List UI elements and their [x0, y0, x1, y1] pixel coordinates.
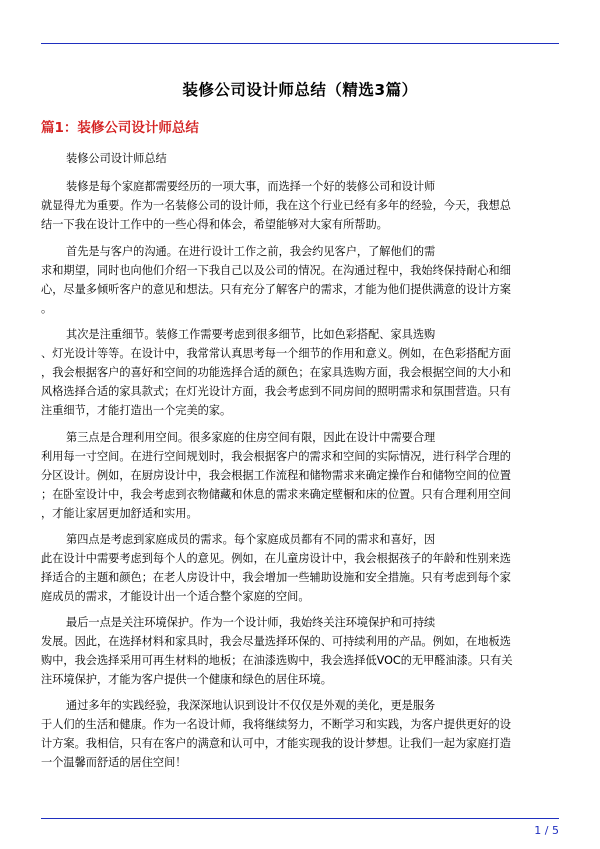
article-subtitle: 装修公司设计师总结 — [66, 152, 167, 165]
paragraph-line: 发展。因此，在选择材料和家具时，我会尽量选择环保的、可持续利用的产品。例如，在地板选 — [41, 635, 511, 648]
paragraph-line: 心，尽量多倾听客户的意见和想法。只有充分了解客户的需求，才能为他们提供满意的设计方案 — [41, 283, 511, 296]
paragraph-line: ；在卧室设计中，我会考虑到衣物储藏和休息的需求来确定壁橱和床的位置。只有合理利用空间 — [41, 488, 511, 501]
paragraph-1 — [41, 177, 559, 234]
paragraph-line: 其次是注重细节。装修工作需要考虑到很多细节，比如色彩搭配、家具选购 — [66, 328, 436, 341]
paragraph-3 — [41, 325, 559, 420]
paragraph-6 — [41, 613, 559, 689]
paragraph-line: ，才能让家居更加舒适和实用。 — [41, 507, 198, 520]
paragraph-7 — [41, 696, 559, 772]
paragraph-line: 择适合的主题和颜色；在老人房设计中，我会增加一些辅助设施和安全措施。只有考虑到每个家 — [41, 571, 511, 584]
paragraph-line: 第三点是合理利用空间。很多家庭的住房空间有限，因此在设计中需要合理 — [66, 431, 436, 444]
paragraph-line: 最后一点是关注环境保护。作为一个设计师，我始终关注环境保护和可持续 — [66, 616, 436, 629]
paragraph-line: 利用每一寸空间。在进行空间规划时，我会根据客户的需求和空间的实际情况，进行科学合理的 — [41, 450, 511, 463]
paragraph-2 — [41, 242, 559, 318]
paragraph-line: 就显得尤为重要。作为一名装修公司的设计师，我在这个行业已经有多年的经验，今天，我想总 — [41, 199, 511, 212]
paragraph-line: 通过多年的实践经验，我深深地认识到设计不仅仅是外观的美化，更是服务 — [66, 699, 436, 712]
paragraph-line: 。 — [41, 302, 53, 315]
bottom-rule — [41, 818, 559, 819]
paragraph-line: 、灯光设计等等。在设计中，我常常认真思考每一个细节的作用和意义。例如，在色彩搭配方面 — [41, 347, 511, 360]
paragraph-line: ，我会根据客户的喜好和空间的功能选择合适的颜色；在家具选购方面，我会根据空间的大小和 — [41, 366, 511, 379]
paragraph-line: 注重细节，才能打造出一个完美的家。 — [41, 404, 232, 417]
paragraph-line: 首先是与客户的沟通。在进行设计工作之前，我会约见客户，了解他们的需 — [66, 245, 436, 258]
top-rule — [41, 43, 559, 44]
page-number: 1 / 5 — [534, 824, 559, 837]
paragraph-line: 于人们的生活和健康。作为一名设计师，我将继续努力，不断学习和实践，为客户提供更好的设 — [41, 718, 511, 731]
paragraph-line: 此在设计中需要考虑到每个人的意见。例如，在儿童房设计中，我会根据孩子的年龄和性别来选 — [41, 552, 511, 565]
paragraph-line: 一个温馨而舒适的居住空间！ — [41, 756, 187, 769]
paragraph-line: 购中，我会选择采用可再生材料的地板；在油漆选购中，我会选择低VOC的无甲醛油漆。只有关 — [41, 654, 513, 667]
paragraph-line: 风格选择合适的家具款式；在灯光设计方面，我会考虑到不同房间的照明需求和氛围营造。只有 — [41, 385, 511, 398]
paragraph-4 — [41, 428, 559, 523]
document-title: 装修公司设计师总结（精选3篇） — [182, 81, 418, 99]
paragraph-line: 第四点是考虑到家庭成员的需求。每个家庭成员都有不同的需求和喜好，因 — [66, 533, 436, 546]
paragraph-line: 注环境保护，才能为客户提供一个健康和绿色的居住环境。 — [41, 673, 332, 686]
paragraph-5 — [41, 530, 559, 606]
section-heading: 篇1：装修公司设计师总结 — [41, 120, 199, 136]
paragraph-line: 装修是每个家庭都需要经历的一项大事，而选择一个好的装修公司和设计师 — [66, 180, 436, 193]
paragraph-line: 结一下我在设计工作中的一些心得和体会，希望能够对大家有所帮助。 — [41, 218, 388, 231]
paragraph-line: 庭成员的需求，才能设计出一个适合整个家庭的空间。 — [41, 590, 310, 603]
paragraph-line: 求和期望，同时也向他们介绍一下我自己以及公司的情况。在沟通过程中，我始终保持耐心和细 — [41, 264, 511, 277]
paragraph-line: 分区设计。例如，在厨房设计中，我会根据工作流程和储物需求来确定操作台和储物空间的位置 — [41, 469, 511, 482]
paragraph-line: 计方案。我相信，只有在客户的满意和认可中，才能实现我的设计梦想。让我们一起为家庭打造 — [41, 737, 511, 750]
